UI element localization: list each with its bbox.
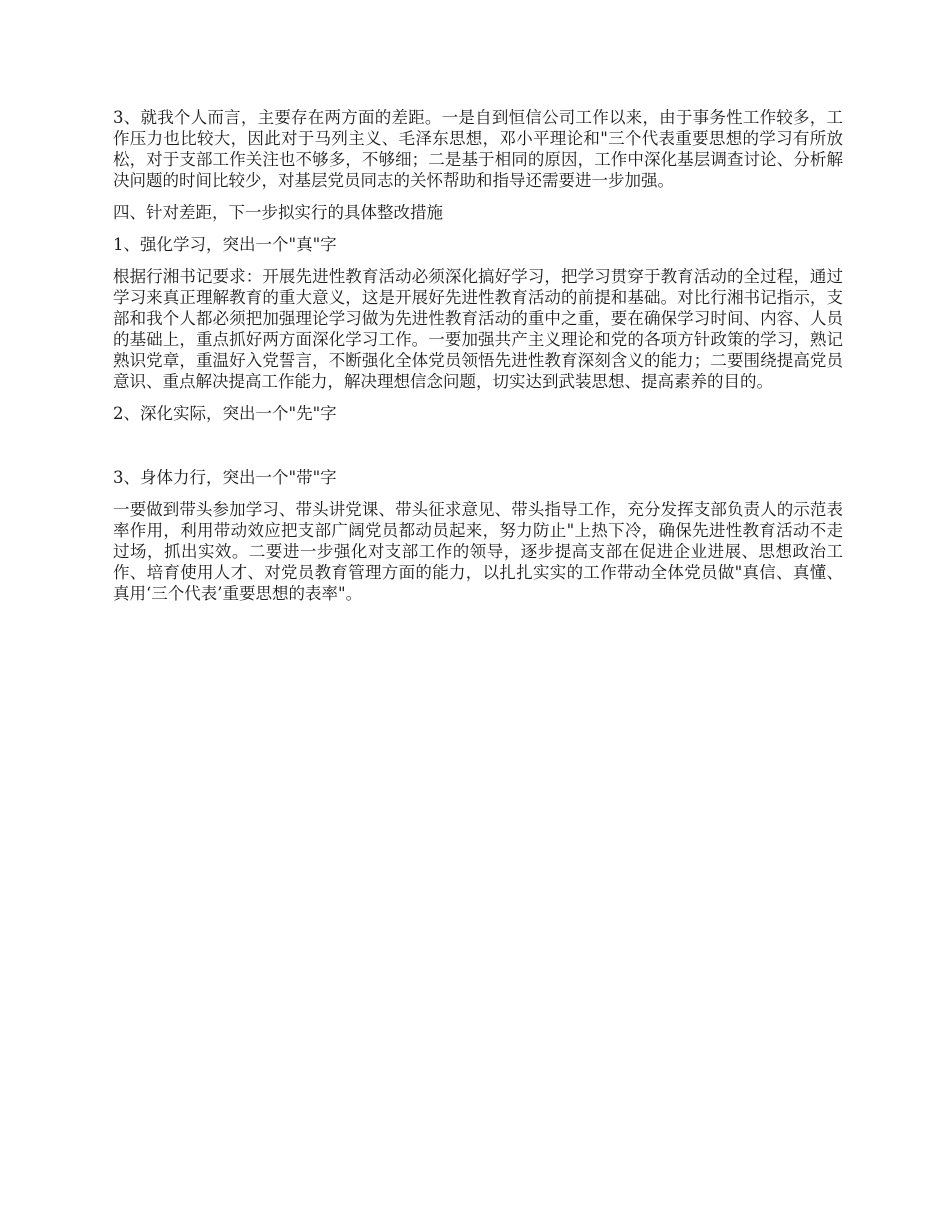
- paragraph-lead-by-example: 一要做到带头参加学习、带头讲党课、带头征求意见、带头指导工作，充分发挥支部负责人的示范表率作用，利用带动效应把支部广阔党员都动员起来，努力防止"上热下冷，确保先进性教育活动不走过场，抓出实效。二要进一步强化对支部工作的领导，逐步提高支部在促进企业进展、思想政治工作、培育使用人才、对党员教育管理方面的能力，以扎扎实实的工作带动全体党员做"真信、真懂、真用‘三个代表’重要思想的表率"。: [113, 500, 843, 603]
- paragraph-gap-analysis: 3、就我个人而言，主要存在两方面的差距。一是自到恒信公司工作以来，由于事务性工作较多，工作压力也比较大，因此对于马列主义、毛泽东思想，邓小平理论和"三个代表重要思想的学习有所放松，对于支部工作关注也不够多，不够细；二是基于相同的原因，工作中深化基层调查讨论、分析解决问题的时间比较少，对基层党员同志的关怀帮助和指导还需要进一步加强。: [113, 108, 843, 190]
- subheading-study: 1、强化学习，突出一个"真"字: [113, 235, 337, 254]
- document-body: [113, 107, 843, 615]
- paragraph-study: 根据行湘书记要求：开展先进性教育活动必须深化搞好学习，把学习贯穿于教育活动的全过程，通过学习来真正理解教育的重大意义，这是开展好先进性教育活动的前提和基础。对比行湘书记指示，支部和我个人都必须把加强理论学习做为先进性教育活动的重中之重，要在确保学习时间、内容、人员的基础上，重点抓好两方面深化学习工作。一要加强共产主义理论和党的各项方针政策的学习，熟记熟识党章，重温好入党誓言，不断强化全体党员领悟先进性教育深刻含义的能力；二要围绕提高党员意识、重点解决提高工作能力，解决理想信念问题，切实达到武装思想、提高素养的目的。: [113, 267, 843, 391]
- section-heading-rectification: 四、针对差距，下一步拟实行的具体整改措施: [113, 203, 443, 222]
- subheading-lead-by-example: 3、身体力行，突出一个"带"字: [113, 468, 337, 487]
- subheading-practice: 2、深化实际，突出一个"先"字: [113, 404, 337, 423]
